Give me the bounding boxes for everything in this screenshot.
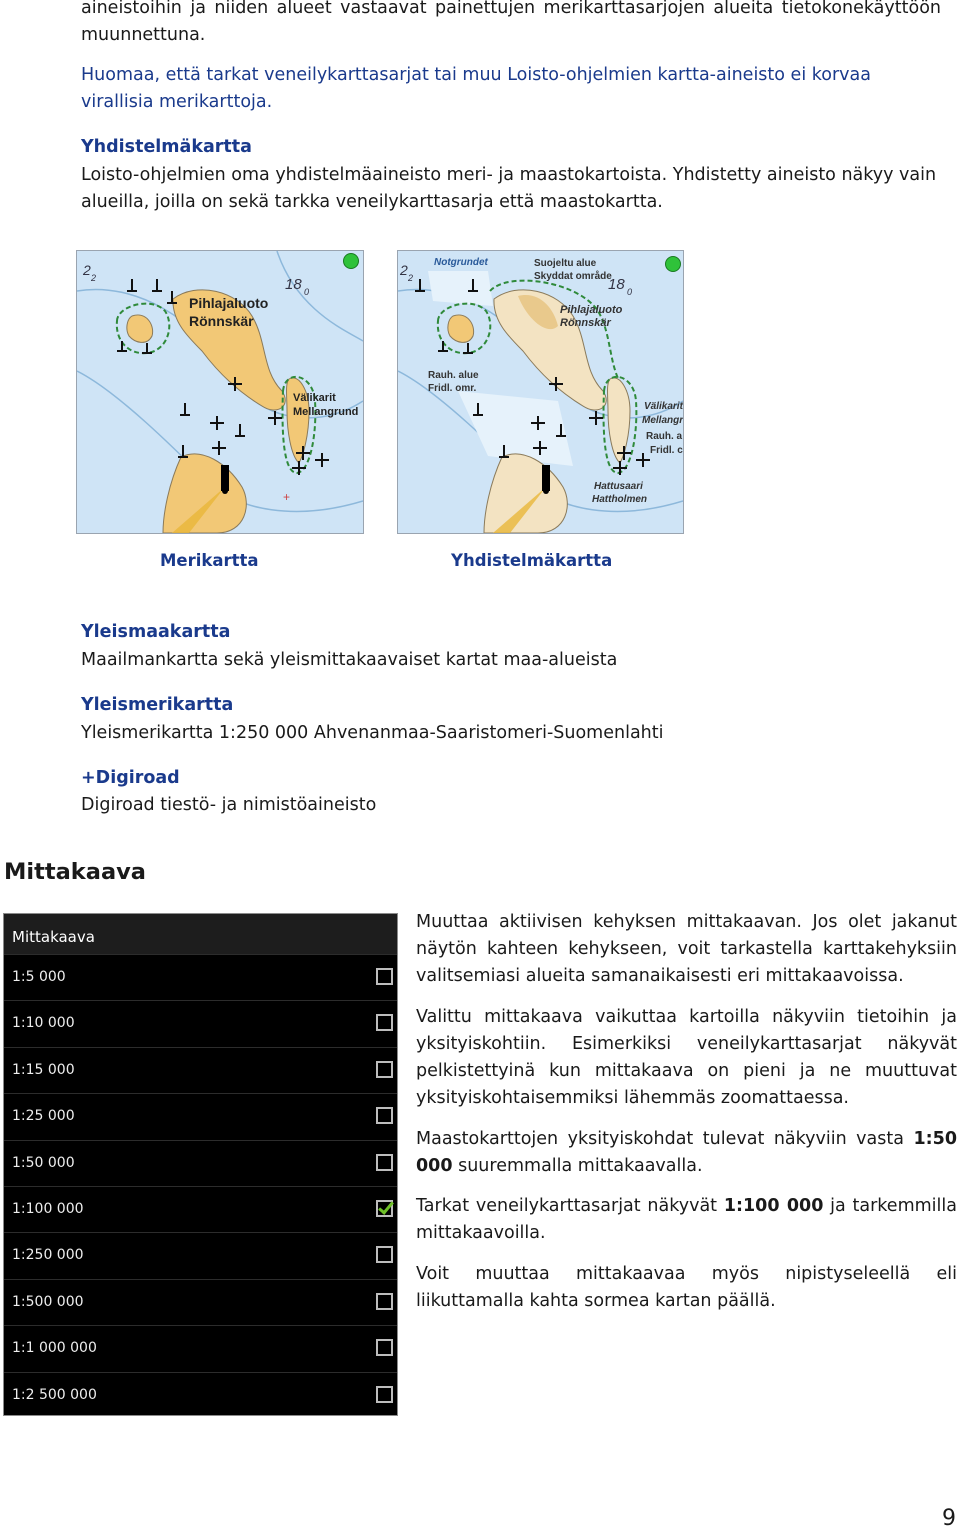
map-right-label-fridl: Fridl. omr. — [428, 383, 477, 394]
map-right-label-fridl2: Fridl. c — [650, 445, 683, 456]
checkbox-icon[interactable] — [376, 1154, 393, 1171]
scale-option-label: 1:5 000 — [12, 969, 66, 985]
scale-option-label: 1:10 000 — [12, 1015, 75, 1032]
map-right-label-suojeltu: Suojeltu alue — [534, 258, 597, 269]
mittakaava-paragraph-5: Voit muuttaa mittakaavaa myös nipistyseleellä eli liikuttamalla kahta sormea kartan päällä. — [416, 1264, 957, 1311]
yhdistelma-heading: Yhdistelmäkartta — [81, 137, 252, 157]
scale-option-row[interactable] — [4, 1000, 397, 1047]
yleismaakartta-heading: Yleismaakartta — [81, 622, 231, 642]
map-left-depth-a: 2 — [83, 262, 91, 278]
checkbox-icon[interactable] — [376, 1107, 393, 1124]
map-left-depth-b-sub: 0 — [304, 287, 310, 297]
map-right-depth-b-sub: 0 — [627, 287, 633, 297]
mittakaava-paragraph-3 — [416, 1126, 957, 1180]
scale-option-label: 1:250 000 — [12, 1247, 84, 1264]
map-left-label-mellangrund: Mellangrund — [293, 406, 359, 418]
p4-text-a: Tarkat veneilykarttasarjat näkyvät — [416, 1196, 724, 1216]
yhdistelmakartta-map-graphic — [398, 251, 683, 533]
scale-option-row[interactable] — [4, 1325, 397, 1372]
map-left-depth-a-sub: 2 — [91, 273, 97, 283]
checkbox-checked-icon[interactable] — [376, 1200, 393, 1217]
page-number: 9 — [942, 1506, 956, 1531]
p3-text-a: Maastokarttojen yksityiskohdat tulevat näkyviin vasta — [416, 1129, 914, 1149]
map-right-label-ronnskar: Rönnskär — [560, 317, 611, 329]
map-right-depth-b: 18 — [608, 276, 625, 293]
checkbox-icon[interactable] — [376, 1293, 393, 1310]
checkbox-icon[interactable] — [376, 1014, 393, 1031]
scale-option-label: 1:25 000 — [12, 1108, 75, 1125]
map-left-label-valikarit: Välikarit — [293, 392, 336, 404]
scale-option-label: 1:15 000 — [12, 1061, 75, 1078]
map-left-label-ronnskar: Rönnskär — [189, 313, 254, 329]
mittakaava-panel-screenshot — [3, 913, 398, 1416]
checkbox-icon[interactable] — [376, 1246, 393, 1263]
map-right-label-hattholmen: Hattholmen — [592, 494, 647, 505]
map-right-label-rauh: Rauh. alue — [428, 370, 479, 381]
scale-option-row[interactable] — [4, 954, 397, 1001]
scale-option-row[interactable] — [4, 1093, 397, 1140]
scale-option-row[interactable] — [4, 1279, 397, 1326]
mittakaava-section-title: Mittakaava — [4, 859, 146, 885]
checkbox-icon[interactable] — [376, 1386, 393, 1403]
map-right-label-skyddat: Skyddat område — [534, 271, 612, 282]
map-right-label-hattusaari: Hattusaari — [594, 481, 643, 492]
scale-option-label: 1:100 000 — [12, 1201, 84, 1217]
scale-option-label: 1:1 000 000 — [12, 1340, 97, 1357]
checkbox-icon[interactable] — [376, 1061, 393, 1078]
digiroad-heading: +Digiroad — [81, 768, 180, 788]
p4-scale-bold: 1:100 000 — [723, 1196, 824, 1216]
checkbox-icon[interactable] — [376, 1339, 393, 1356]
merikartta-map-image — [76, 250, 364, 534]
mittakaava-paragraph-4 — [416, 1193, 957, 1247]
p4-text-c: ja tarkemmilla mittakaavoilla. — [416, 1196, 957, 1243]
scale-option-row[interactable] — [4, 1232, 397, 1279]
p3-scale-bold: 1:50 000 — [416, 1129, 957, 1176]
yhdistelmakartta-caption: Yhdistelmäkartta — [451, 551, 613, 570]
map-right-label-pihlajaluoto: Pihlajaluoto — [560, 304, 623, 316]
yleismerikartta-text: Yleismerikartta 1:250 000 Ahvenanmaa-Saaristomeri-Suomenlahti — [81, 723, 664, 743]
mittakaava-paragraph-1: Muuttaa aktiivisen kehyksen mittakaavan. Jos olet jakanut näytön kahteen kehykseen, voit tarkastella karttakehyksiin valitsemiasi alueita samanaikaisesti eri mittakaavoissa. — [416, 912, 957, 986]
merikartta-map-graphic — [77, 251, 363, 533]
map-left-label-pihlajaluoto: Pihlajaluoto — [189, 295, 269, 311]
map-left-depth-b: 18 — [285, 276, 302, 293]
digiroad-text: Digiroad tiestö- ja nimistöaineisto — [81, 795, 377, 815]
scale-option-label: 1:50 000 — [12, 1154, 75, 1171]
yhdistelmakartta-map-image — [397, 250, 684, 534]
p3-text-c: suuremmalla mittakaavalla. — [452, 1156, 703, 1176]
checkbox-icon[interactable] — [376, 968, 393, 985]
yleismerikartta-heading: Yleismerikartta — [81, 695, 234, 715]
merikartta-caption: Merikartta — [160, 551, 259, 570]
map-left-active-indicator — [343, 253, 359, 269]
scale-option-row[interactable] — [4, 1372, 397, 1419]
map-right-depth-a-sub: 2 — [408, 273, 414, 283]
intro-paragraph-1: aineistoihin ja niiden alueet vastaavat painettujen merikarttasarjojen alueita tietokonekäyttöön muunnettuna. — [81, 0, 941, 45]
map-right-active-indicator — [665, 256, 681, 272]
yhdistelma-text: Loisto-ohjelmien oma yhdistelmäaineisto meri- ja maastokartoista. Yhdistetty aineisto näkyy vain alueilla, joilla on sekä tarkka veneilykarttasarja että maastokartta. — [81, 165, 937, 212]
svg-text:+: + — [283, 490, 291, 504]
intro-paragraph-2: Huomaa, että tarkat veneilykarttasarjat tai muu Loisto-ohjelmien kartta-aineisto ei korvaa virallisia merikarttoja. — [81, 65, 871, 112]
map-right-label-valikarit: Välikarit — [644, 401, 683, 412]
scale-option-label: 1:500 000 — [12, 1293, 84, 1310]
map-right-label-notgrundet: Notgrundet — [434, 257, 488, 268]
mittakaava-panel-title: Mittakaava — [4, 914, 397, 954]
map-right-label-mellangr: Mellangr — [642, 415, 683, 426]
scale-option-label: 1:2 500 000 — [12, 1386, 97, 1403]
scale-option-row[interactable] — [4, 1186, 397, 1233]
scale-option-row[interactable] — [4, 1140, 397, 1187]
scale-option-row[interactable] — [4, 1047, 397, 1094]
yleismaakartta-text: Maailmankartta sekä yleismittakaavaiset kartat maa-alueista — [81, 650, 618, 670]
map-right-depth-a: 2 — [400, 262, 408, 278]
mittakaava-paragraph-2: Valittu mittakaava vaikuttaa kartoilla näkyviin tietoihin ja yksityiskohtiin. Esimerkiksi veneilykarttasarjat näkyvät pelkistettyinä kun mittakaava on pieni ja ne muuttuvat yksityiskohtaisemmiksi lähemmäs zoomattaessa. — [416, 1007, 957, 1108]
map-right-label-rauh2: Rauh. a — [646, 431, 683, 442]
